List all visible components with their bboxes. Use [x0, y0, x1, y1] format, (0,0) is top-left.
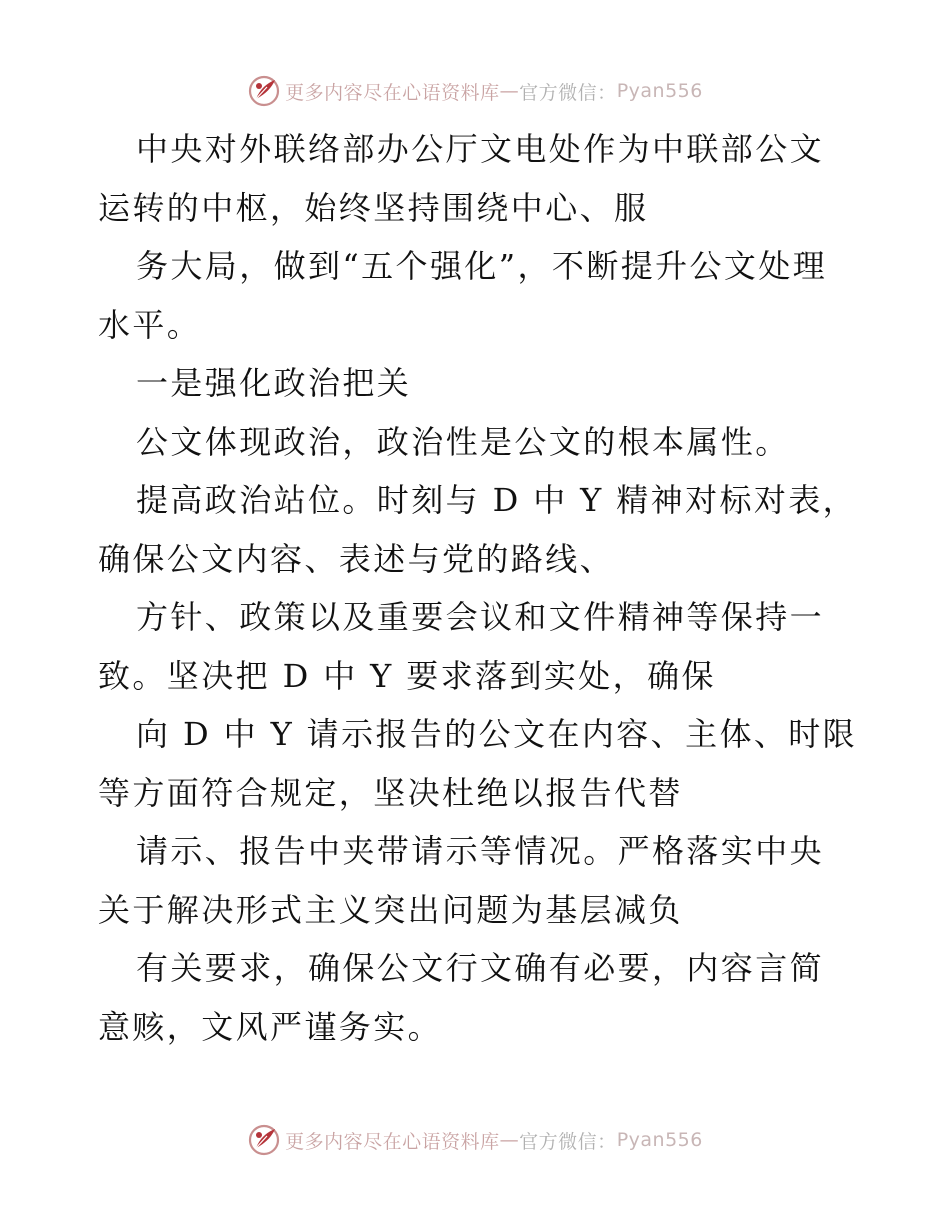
watermark-brand: 更多内容尽在心语资料库: [285, 81, 500, 104]
quill-logo-icon: [247, 1123, 281, 1157]
paragraph-4: 提高政治站位。时刻与 D 中 Y 精神对标对表，确保公文内容、表述与党的路线、: [98, 481, 858, 578]
paragraph-5: 方针、政策以及重要会议和文件精神等保持一致。坚决把 D 中 Y 要求落到实处，确保: [98, 598, 825, 695]
watermark-wechat-id: Pyan556: [616, 80, 703, 102]
footer-watermark: [0, 1120, 950, 1160]
document-body: [98, 120, 858, 1056]
watermark-wechat-id: Pyan556: [616, 1129, 703, 1151]
paragraph-2: 务大局，做到“五个强化”，不断提升公文处理水平。: [98, 247, 828, 344]
header-watermark: [0, 71, 950, 111]
watermark-separator: —: [499, 1129, 520, 1151]
paragraph-6: 向 D 中 Y 请示报告的公文在内容、主体、时限等方面符合规定，坚决杜绝以报告代替: [98, 715, 858, 812]
paragraph-8: 有关要求，确保公文行文确有必要，内容言简意赅，文风严谨务实。: [98, 949, 825, 1046]
watermark-brand: 更多内容尽在心语资料库: [285, 1130, 500, 1153]
paragraph-1: 中央对外联络部办公厅文电处作为中联部公文运转的中枢，始终坚持围绕中心、服: [98, 130, 825, 227]
quill-logo-icon: [247, 74, 281, 108]
paragraph-3: 公文体现政治，政治性是公文的根本属性。: [136, 422, 790, 461]
section-heading: 一是强化政治把关: [136, 364, 412, 402]
paragraph-7: 请示、报告中夹带请示等情况。严格落实中央关于解决形式主义突出问题为基层减负: [98, 832, 825, 929]
watermark-official-label: 官方微信：: [519, 1130, 617, 1153]
watermark-separator: —: [499, 80, 520, 102]
watermark-official-label: 官方微信：: [519, 81, 617, 104]
